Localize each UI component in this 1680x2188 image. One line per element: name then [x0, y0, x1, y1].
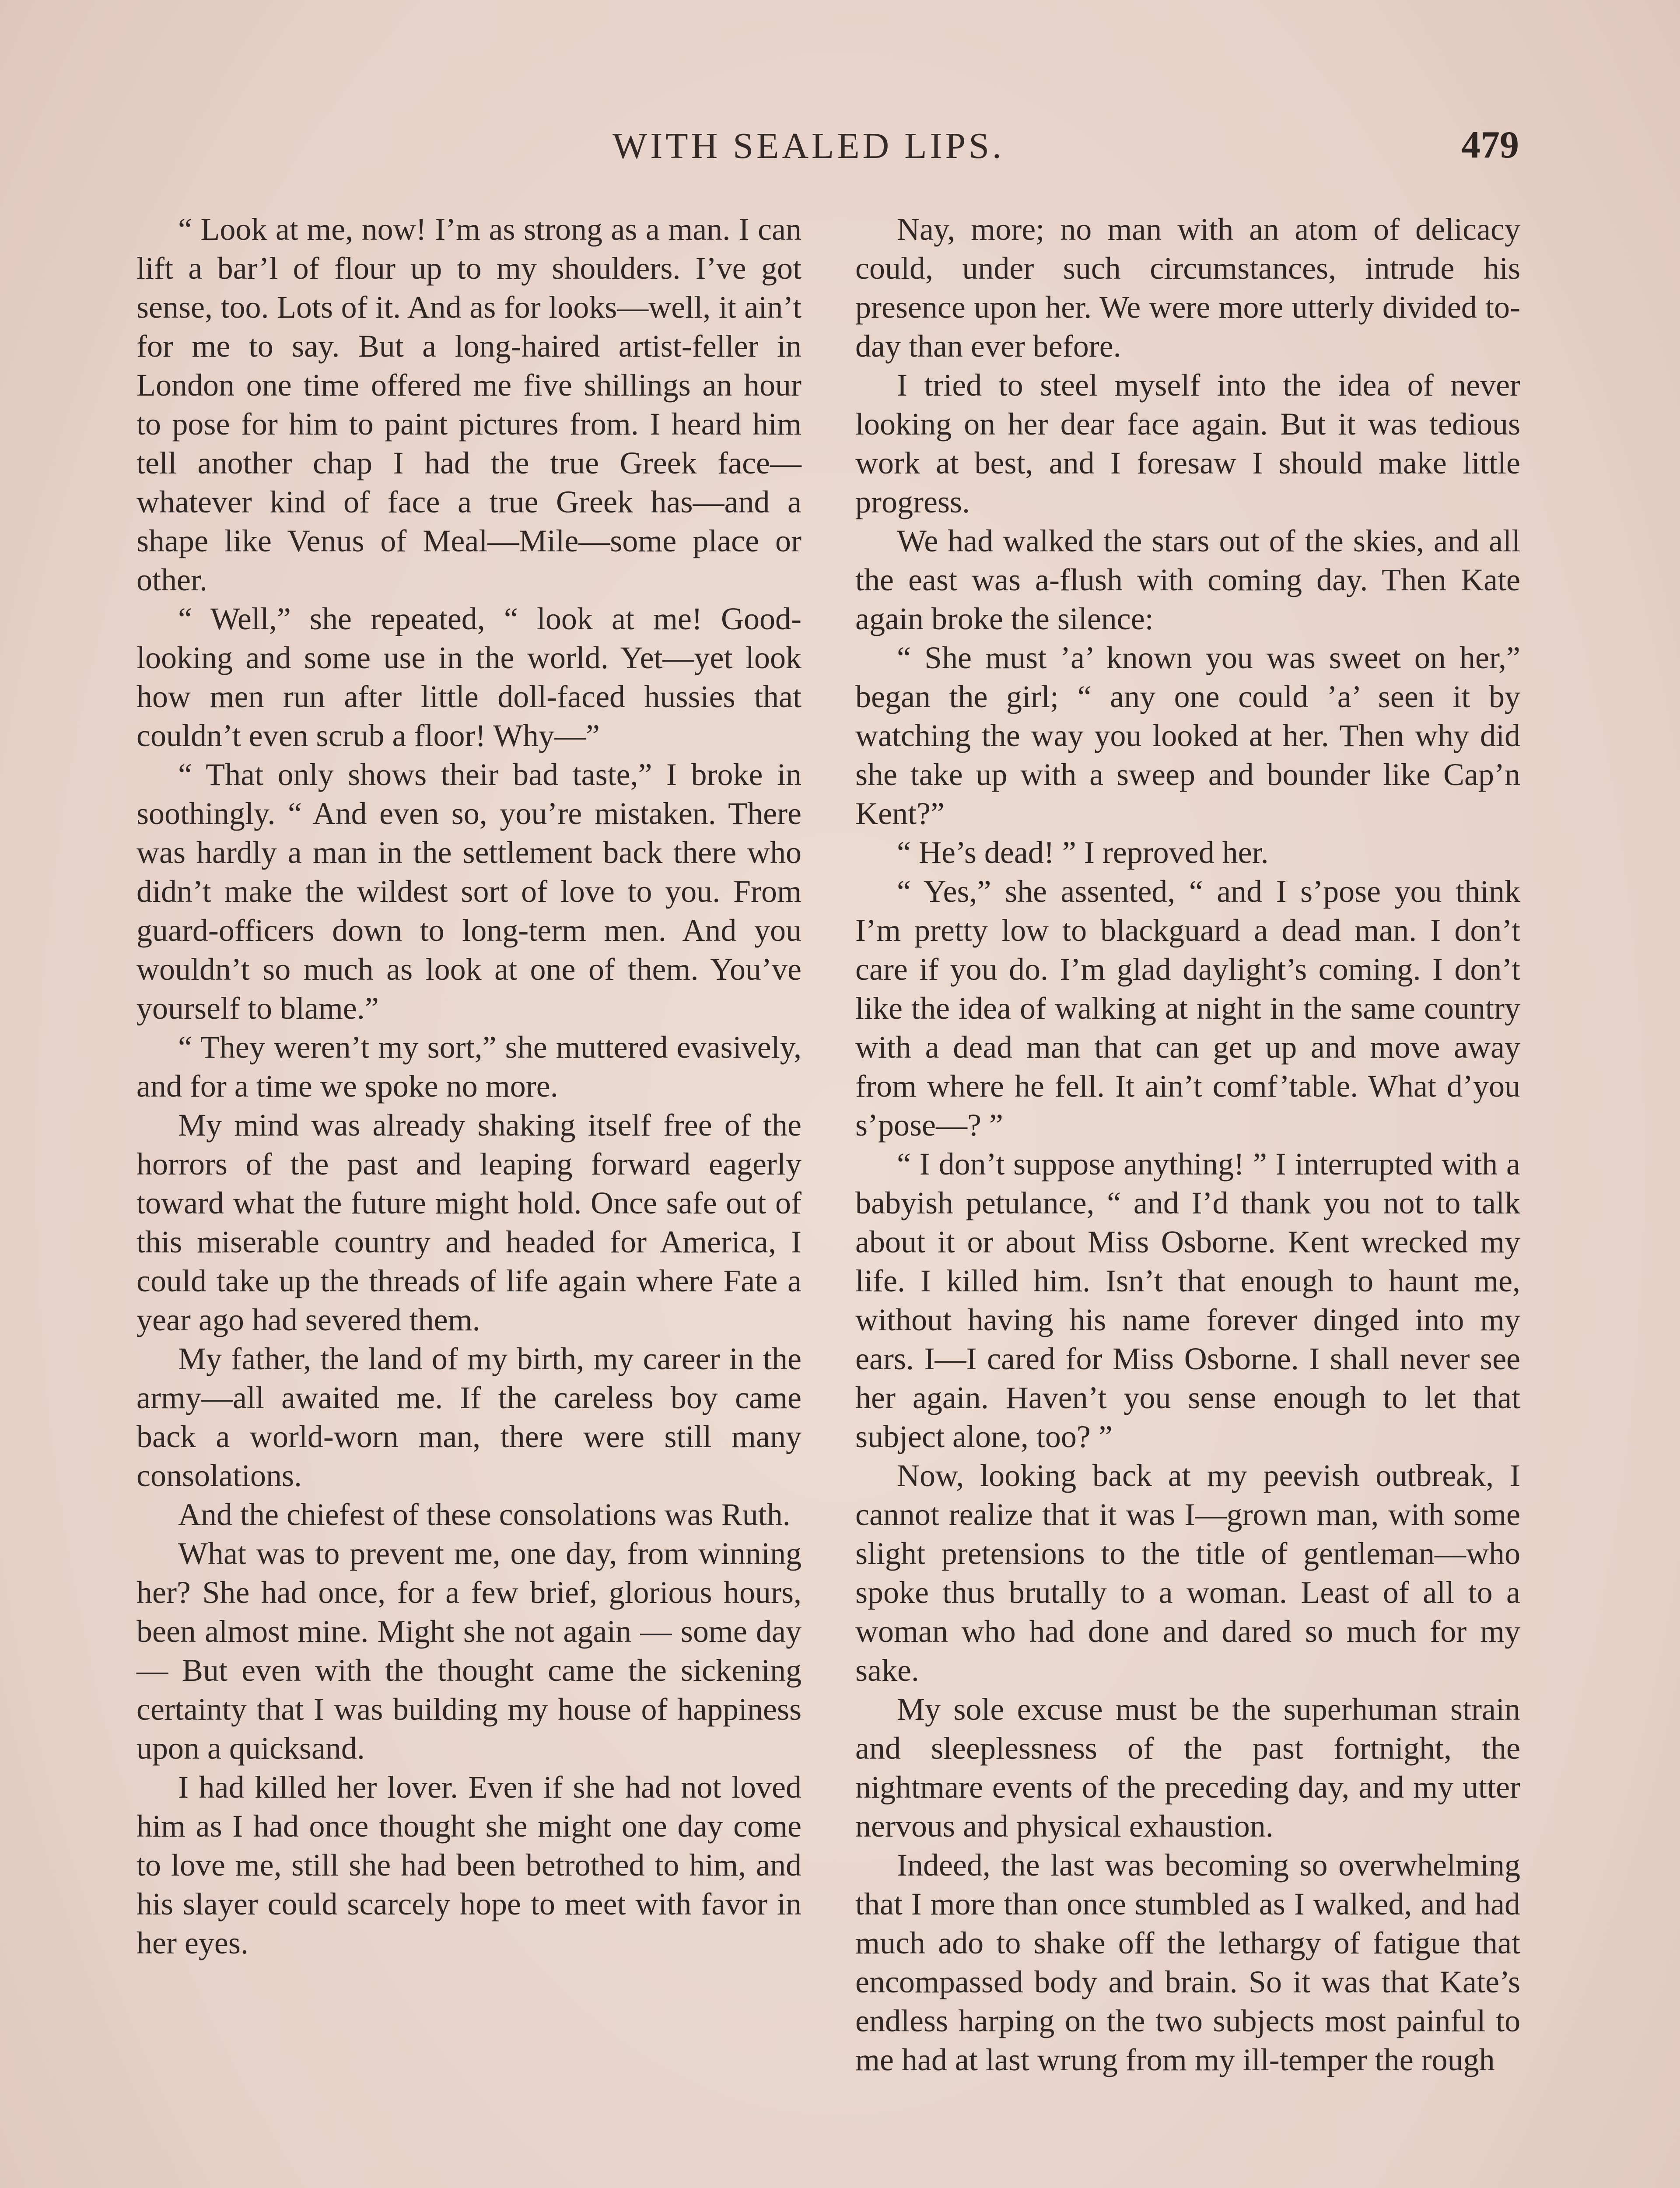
paragraph: Nay, more; no man with an atom of delicacy could, under such circumstances, intrude his presence upon her. We were more utterly divided to-day than ever before. — [855, 212, 1520, 364]
left-column — [136, 210, 802, 1963]
paragraph: “ I don’t suppose anything! ” I interrupted with a babyish petulance, “ and I’d thank you not to talk about it or about Miss Osborne. Kent wrecked my life. I killed him. Isn’t that enough to haunt me, without having his name forever dinged into my ears. I—I cared for Miss Osborne. I shall never see her again. Haven’t you sense enough to let that subject alone, too? ” — [855, 1147, 1520, 1454]
paragraph: “ He’s dead! ” I reproved her. — [897, 835, 1269, 870]
paragraph: My father, the land of my birth, my career in the army—all awaited me. If the careless boy came back a world-worn man, there were still many consolations. — [136, 1341, 802, 1493]
paragraph: Now, looking back at my peevish outbreak, I cannot realize that it was I—grown man, with some slight pretensions to the title of gentleman—who spoke thus brutally to a woman. Least of all to a woman who had done and dared so much for my sake. — [855, 1458, 1520, 1688]
paragraph: “ Yes,” she assented, “ and I s’pose you think I’m pretty low to blackguard a dead man. I don’t care if you do. I’m glad daylight’s coming. I don’t like the idea of walking at night in the same country with a dead man that can get up and move away from where he fell. It ain’t comf’table. What d’you s’pose—? ” — [855, 874, 1520, 1143]
paragraph: “ That only shows their bad taste,” I broke in soothingly. “ And even so, you’re mistaken. There was hardly a man in the settlement back there who didn’t make the wildest sort of love to you. From guard-officers down to long-term men. And you wouldn’t so much as look at one of them. You’ve yourself to blame.” — [136, 757, 802, 1026]
right-column — [855, 210, 1520, 2079]
paragraph: My sole excuse must be the superhuman strain and sleeplessness of the past fortnight, the nightmare events of the preceding day, and my utter nervous and physical exhaustion. — [855, 1692, 1520, 1844]
paragraph: What was to prevent me, one day, from winning her? She had once, for a few brief, glorious hours, been almost mine. Might she not again — some day— But even with the thought came the sickening certainty that I was building my house of happiness upon a quicksand. — [136, 1536, 802, 1766]
page-header — [0, 125, 1680, 177]
paragraph: Indeed, the last was becoming so overwhelming that I more than once stumbled as I walked, and had much ado to shake off the lethargy of fatigue that encompassed body and brain. So it was that Kate’s endless harping on the two subjects most painful to me had at last wrung from my ill-temper the rough — [855, 1848, 1520, 2077]
running-title: WITH SEALED LIPS. — [612, 126, 1004, 166]
paragraph: And the chiefest of these consolations was Ruth. — [178, 1497, 791, 1532]
paragraph: “ Well,” she repeated, “ look at me! Good-looking and some use in the world. Yet—yet look how men run after little doll-faced hussies that couldn’t even scrub a floor! Why—” — [136, 601, 802, 753]
paragraph: “ She must ’a’ known you was sweet on her,” began the girl; “ any one could ’a’ seen it by watching the way you looked at her. Then why did she take up with a sweep and bounder like Cap’n Kent?” — [855, 640, 1520, 831]
paragraph: My mind was already shaking itself free of the horrors of the past and leaping forward eagerly toward what the future might hold. Once safe out of this miserable country and headed for America, I could take up the threads of life again where Fate a year ago had severed them. — [136, 1108, 802, 1337]
paragraph: We had walked the stars out of the skies, and all the east was a-flush with coming day. Then Kate again broke the silence: — [855, 523, 1520, 636]
paragraph: I had killed her lover. Even if she had not loved him as I had once thought she might one day come to love me, still she had been betrothed to him, and his slayer could scarcely hope to meet with favor in her eyes. — [136, 1770, 802, 1960]
paragraph: I tried to steel myself into the idea of never looking on her dear face again. But it was tedious work at best, and I foresaw I should make little progress. — [855, 368, 1520, 519]
paragraph: “ Look at me, now! I’m as strong as a man. I can lift a bar’l of flour up to my shoulders. I’ve got sense, too. Lots of it. And as for looks—well, it ain’t for me to say. But a long-haired artist-feller in London one time offered me five shillings an hour to pose for him to paint pictures from. I heard him tell another chap I had the true Greek face—whatever kind of face a true Greek has—and a shape like Venus of Meal—Mile—some place or other. — [136, 212, 802, 597]
paragraph: “ They weren’t my sort,” she muttered evasively, and for a time we spoke no more. — [136, 1030, 802, 1104]
page-number: 479 — [1461, 124, 1519, 166]
